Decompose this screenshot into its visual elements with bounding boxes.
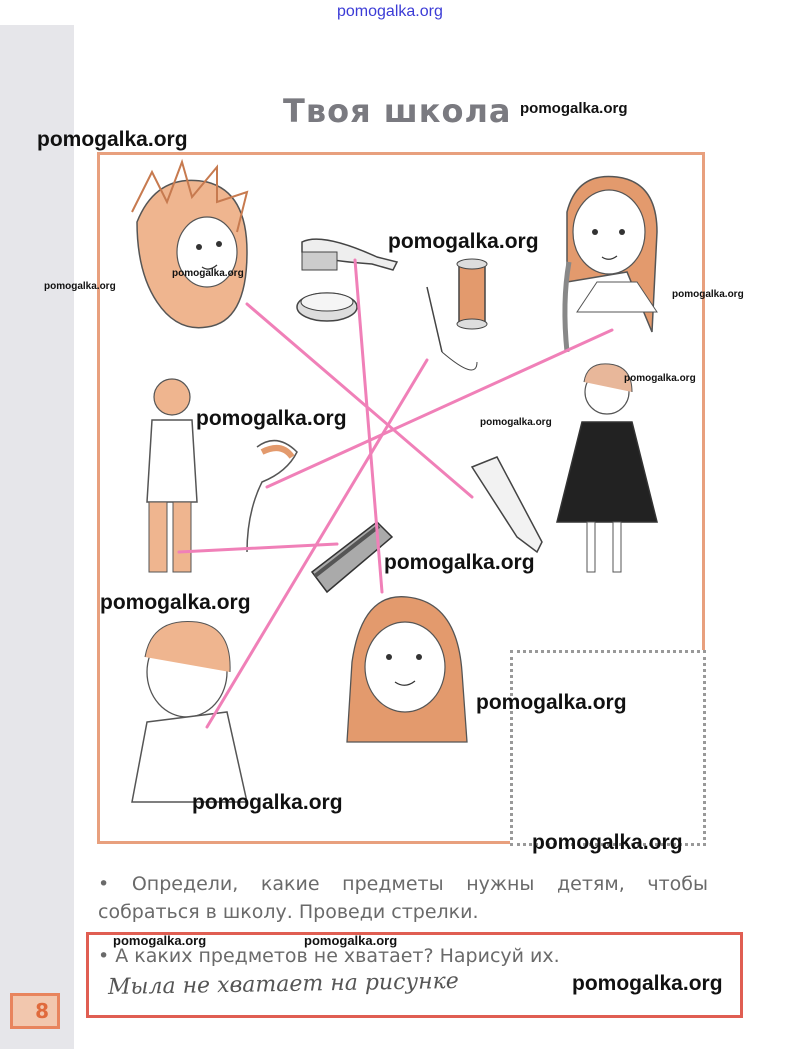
watermark: pomogalka.org [532,831,683,854]
untidy-girl-icon [132,162,247,328]
watermark: pomogalka.org [192,791,343,814]
watermark: pomogalka.org [672,289,744,300]
page-number: 8 [10,993,60,1029]
girl-loose-hair-icon [347,597,467,742]
page-title: Твоя школа [283,92,512,130]
watermark: pomogalka.org [624,373,696,384]
watermark: pomogalka.org [388,230,539,253]
soap-dish-icon [297,293,357,321]
thread-spool-icon [457,259,487,329]
watermark: pomogalka.org [44,281,116,292]
watermark: pomogalka.org [172,268,244,279]
ribbon-icon [247,441,297,552]
watermark: pomogalka.org [100,591,251,614]
watermark-top: pomogalka.org [337,3,443,20]
watermark: pomogalka.org [304,933,398,948]
watermark: pomogalka.org [520,100,628,117]
watermark: pomogalka.org [113,933,207,948]
girl-in-dress-icon [557,364,657,572]
task-instruction: • Определи, какие предметы нужны детям, чтобы собраться в школу. Проведи стрелки. [98,870,708,926]
watermark: pomogalka.org [384,551,535,574]
watermark: pomogalka.org [480,417,552,428]
comb-icon [472,457,542,552]
drawing-area[interactable] [510,650,706,846]
handwritten-answer: Мыла не хватает на рисунке [107,968,460,1001]
question-text: • А каких предметов не хватает? Нарисуй их. [98,945,560,967]
boy-messy-collar-icon [132,621,247,802]
girl-with-braid-icon [565,176,657,352]
watermark: pomogalka.org [476,691,627,714]
page-margin-strip [0,25,74,1049]
boy-standing-icon [147,379,197,572]
watermark: pomogalka.org [196,407,347,430]
hairbrush-icon [302,239,397,270]
watermark: pomogalka.org [37,128,188,151]
watermark: pomogalka.org [572,972,723,995]
